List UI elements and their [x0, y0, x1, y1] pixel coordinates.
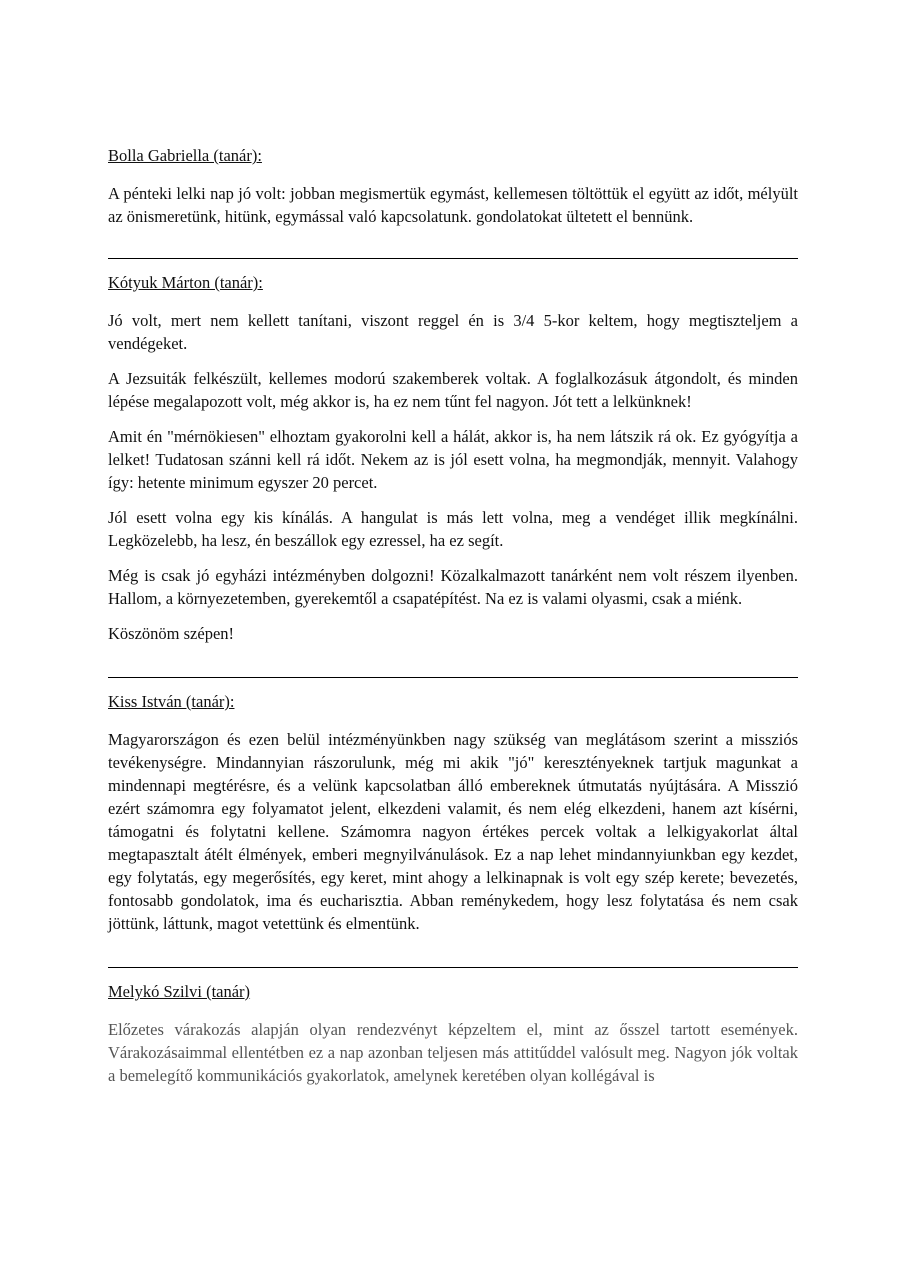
paragraph: Még is csak jó egyházi intézményben dolgozni! Közalkalmazott tanárként nem volt részem ilyenben. Hallom, a környezetemben, gyerekemtől a csapatépítést. Na ez is valami olyasmi, csak a miénk.: [108, 566, 798, 608]
author-heading: Kiss István (tanár):: [108, 692, 235, 711]
paragraph: Jó volt, mert nem kellett tanítani, viszont reggel én is 3/4 5-kor keltem, hogy megtiszteljem a vendégeket.: [108, 311, 798, 353]
section-divider: [108, 967, 798, 968]
testimonial-melyko-szilvi: [108, 982, 798, 1087]
paragraph: Jól esett volna egy kis kínálás. A hangulat is más lett volna, meg a vendéget illik megkínálni. Legközelebb, ha lesz, én beszállok egy ezressel, ha ez segít.: [108, 508, 798, 550]
paragraph: Köszönöm szépen!: [108, 624, 235, 643]
document-body: [108, 146, 798, 1099]
paragraph: Magyarországon és ezen belül intézményünkben nagy szükség van meglátásom szerint a missziós tevékenységre. Mindannyian rászorulunk, még mi akik "jó" keresztényeknek tartjuk magunkat a mindennapi megtérésre, és a velünk kapcsolatban álló embereknek útmutatás nyújtására. A Misszió ezért számomra egy folyamatot jelent, elkezdeni valamit, és nem elég elkezdeni, hanem azt kísérni, támogatni és folytatni kellene. Számomra nagyon értékes percek voltak a lelkigyakorlat által megtapasztalt átélt élmények, emberi megnyilvánulások. Ez a nap lehet mindannyiunkban egy kezdet, egy folytatás, egy megerősítés, egy keret, mint ahogy a lelkinapnak is volt egy szép kerete; bevezetés, fontosabb gondolatok, ima és eucharisztia. Abban reménykedem, hogy lesz folytatása és nem csak jöttünk, láttunk, magot vetettünk és elmentünk.: [108, 730, 798, 933]
testimonial-kotyuk-marton: [108, 273, 798, 678]
author-heading: Bolla Gabriella (tanár):: [108, 146, 262, 165]
paragraph: A pénteki lelki nap jó volt: jobban megismertük egymást, kellemesen töltöttük el együtt az időt, mélyült az önismeretünk, hitünk, egymással való kapcsolatunk. gondolatokat ültetett el bennünk.: [108, 184, 798, 226]
testimonial-bolla-gabriella: [108, 146, 798, 259]
author-heading: Melykó Szilvi (tanár): [108, 982, 251, 1001]
testimonial-kiss-istvan: [108, 692, 798, 968]
section-divider: [108, 677, 798, 678]
author-heading: Kótyuk Márton (tanár):: [108, 273, 263, 292]
section-divider: [108, 258, 798, 259]
paragraph: Előzetes várakozás alapján olyan rendezvényt képzeltem el, mint az ősszel tartott események. Várakozásaimmal ellentétben ez a nap azonban teljesen más attitűddel valósult meg. Nagyon jók voltak a bemelegítő kommunikációs gyakorlatok, amelynek keretében olyan kollégával is: [108, 1020, 798, 1085]
paragraph: Amit én "mérnökiesen" elhoztam gyakorolni kell a hálát, akkor is, ha nem látszik rá ok. Ez gyógyítja a lelket! Tudatosan szánni kell rá időt. Nekem az is jól esett volna, ha megmondják, mennyit. Valahogy így: hetente minimum egyszer 20 percet.: [108, 427, 798, 492]
paragraph: A Jezsuiták felkészült, kellemes modorú szakemberek voltak. A foglalkozásuk átgondolt, és minden lépése megalapozott volt, még akkor is, ha ez nem tűnt fel nagyon. Jót tett a lelkünknek!: [108, 369, 798, 411]
